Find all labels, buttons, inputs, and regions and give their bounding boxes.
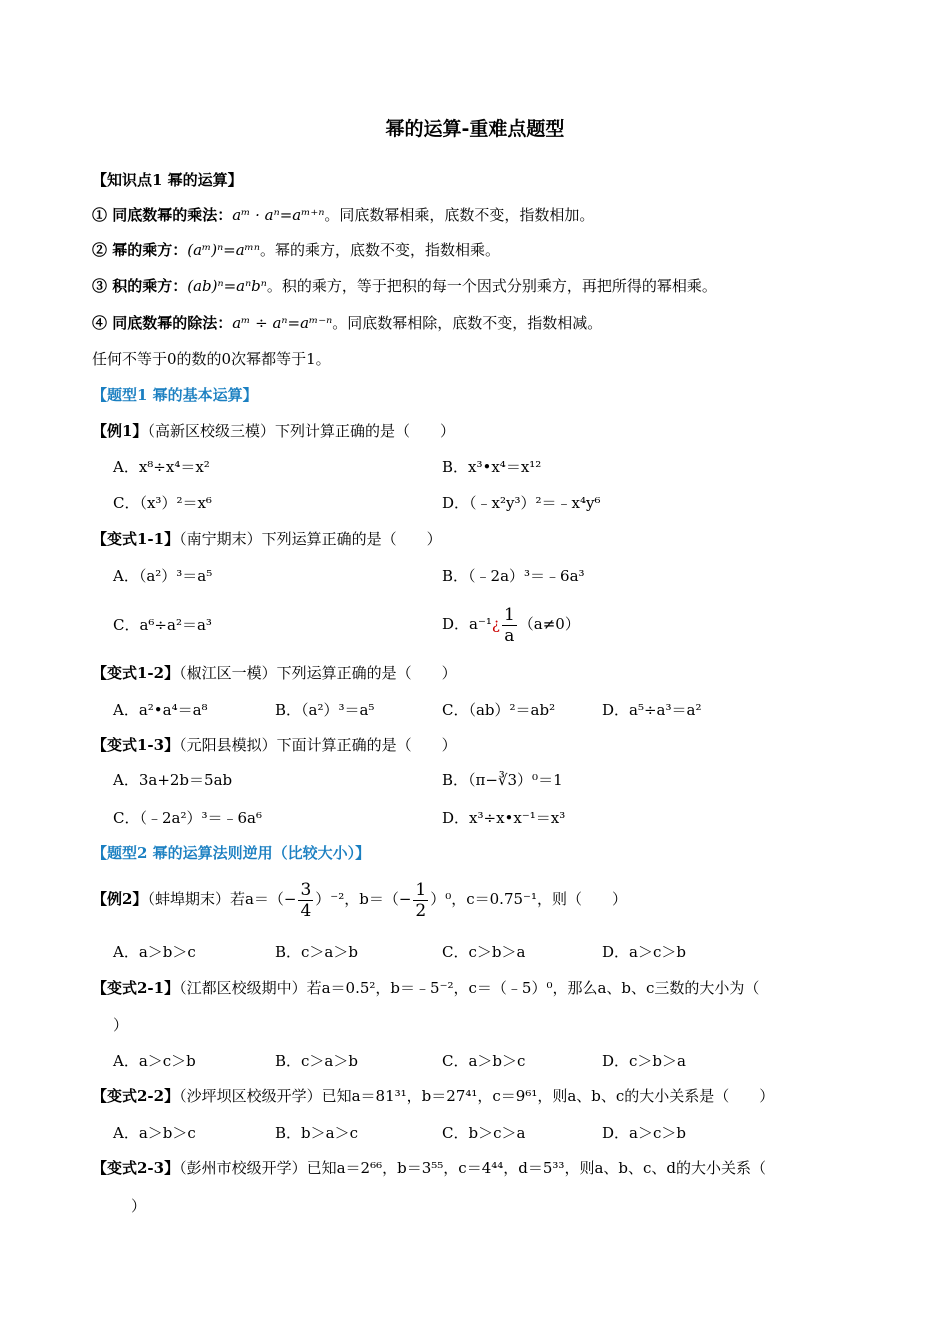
- question-tag: 【变式1-2】: [92, 664, 180, 682]
- question-text: （高新区校级三模）下列计算正确的是（ ）: [147, 422, 455, 440]
- question-tag: 【变式2-2】: [92, 1087, 180, 1105]
- question-text: （椒江区一模）下列运算正确的是（ ）: [179, 664, 457, 682]
- option-d: D．a＞c＞b: [602, 1124, 686, 1142]
- option-a: A．a＞b＞c: [113, 943, 196, 961]
- question-tag: 【变式2-3】: [92, 1159, 180, 1177]
- knowledge-item-1: [92, 205, 594, 225]
- fraction-numerator: 1: [503, 604, 515, 625]
- question-text: （南宁期末）下列运算正确的是（ ）: [179, 530, 442, 548]
- knowledge-item-3: [92, 276, 717, 296]
- knowledge-label: ② 幂的乘方：: [92, 241, 188, 259]
- question-tag: 【变式1-3】: [92, 736, 180, 754]
- variant-1-2-stem: [92, 663, 457, 683]
- option-d: D．a＞c＞b: [602, 943, 686, 961]
- variant-2-1-stem: [92, 978, 759, 998]
- section-heading-1: 【题型1 幂的基本运算】: [92, 386, 258, 404]
- variant-1-1-stem: [92, 529, 442, 549]
- option-a: A．a＞b＞c: [113, 1124, 196, 1142]
- option-c: C．（﹣2a²）³＝﹣6a⁶: [113, 809, 262, 827]
- knowledge-label: ④ 同底数幂的除法：: [92, 314, 233, 332]
- question-text-cont: ）: [131, 1197, 147, 1215]
- option-d: D．c＞b＞a: [602, 1052, 686, 1070]
- fraction-numerator: 3: [300, 879, 312, 900]
- option-a: A．a＞c＞b: [113, 1052, 196, 1070]
- option-b: B．c＞a＞b: [275, 943, 358, 961]
- option-b: B．x³•x⁴＝x¹²: [442, 458, 542, 476]
- question-text: ）⁰，c＝0.75⁻¹，则（ ）: [430, 890, 627, 908]
- fraction-numerator: 1: [415, 879, 427, 900]
- question-text: （彭州市校级开学）已知a＝2⁶⁶，b＝3⁵⁵，c＝4⁴⁴，d＝5³³，则a、b、c、d的大小关系（: [179, 1159, 766, 1177]
- variant-1-3-stem: [92, 735, 457, 755]
- question-text: （元阳县模拟）下面计算正确的是（ ）: [179, 736, 457, 754]
- knowledge-text: 。幂的乘方，底数不变，指数相乘。: [259, 241, 500, 259]
- knowledge-item-4: [92, 313, 602, 333]
- option-d: D．x³÷x•x⁻¹＝x³: [442, 809, 566, 827]
- knowledge-label: ① 同底数幂的乘法：: [92, 206, 233, 224]
- option-b: B．（﹣2a）³＝﹣6a³: [442, 567, 585, 585]
- knowledge-text: 。积的乘方，等于把积的每一个因式分别乘方，再把所得的幂相乘。: [266, 277, 717, 295]
- option-d: [442, 602, 580, 646]
- fraction: [298, 880, 313, 921]
- formula: aᵐ · aⁿ=aᵐ⁺ⁿ: [232, 206, 325, 224]
- question-tag: 【变式1-1】: [92, 530, 180, 548]
- knowledge-item-2: [92, 240, 500, 260]
- knowledge-heading: 【知识点1 幂的运算】: [92, 171, 243, 189]
- fraction: [502, 605, 517, 646]
- option-b: B．（π−∛3）⁰＝1: [442, 771, 563, 789]
- option-d: D．（﹣x²y³）²＝﹣x⁴y⁶: [442, 494, 601, 512]
- question-text-cont: ）: [113, 1016, 129, 1034]
- option-d: D．a⁵÷a³＝a²: [602, 701, 702, 719]
- fraction-denominator: 2: [415, 900, 427, 921]
- section-heading-2: 【题型2 幂的运算法则逆用（比较大小）】: [92, 844, 371, 862]
- question-text: （沙坪坝区校级开学）已知a＝81³¹，b＝27⁴¹，c＝9⁶¹，则a、b、c的大小关系是（ ）: [179, 1087, 775, 1105]
- option-b: B．c＞a＞b: [275, 1052, 358, 1070]
- option-c: C．a＞b＞c: [442, 1052, 526, 1070]
- question-text: ）⁻²，b＝（−: [315, 890, 412, 908]
- option-b: B．（a²）³＝a⁵: [275, 701, 375, 719]
- fraction-denominator: a: [504, 625, 515, 646]
- question-text: （江都区校级期中）若a＝0.5²，b＝﹣5⁻²，c＝（﹣5）⁰，那么a、b、c三数的大小为（: [179, 979, 760, 997]
- question-tag: 【变式2-1】: [92, 979, 180, 997]
- variant-2-3-stem: [92, 1158, 766, 1178]
- option-b: B．b＞a＞c: [275, 1124, 358, 1142]
- knowledge-label: ③ 积的乘方：: [92, 277, 188, 295]
- option-c: C．a⁶÷a²＝a³: [113, 616, 212, 634]
- fraction: [413, 880, 428, 921]
- question-tag: 【例1】: [92, 422, 148, 440]
- page-title: 幂的运算-重难点题型: [385, 118, 565, 140]
- unknown-glyph: ¿: [491, 615, 500, 633]
- variant-2-2-stem: [92, 1086, 774, 1106]
- knowledge-text: 。同底数幂相除，底数不变，指数相减。: [332, 314, 603, 332]
- option-a: A．3a+2b＝5ab: [113, 771, 233, 789]
- option-c: C．（x³）²＝x⁶: [113, 494, 212, 512]
- question-text: （蚌埠期末）若a＝（−: [147, 890, 297, 908]
- fraction-denominator: 4: [300, 900, 312, 921]
- example-2-stem: [92, 877, 627, 921]
- formula: (aᵐ)ⁿ=aᵐⁿ: [187, 241, 260, 259]
- option-a: A．a²•a⁴＝a⁸: [113, 701, 208, 719]
- formula: (ab)ⁿ=aⁿbⁿ: [187, 277, 267, 295]
- example-1-stem: [92, 421, 455, 441]
- knowledge-text: 。同底数幂相乘，底数不变，指数相加。: [324, 206, 595, 224]
- option-c: C．b＞c＞a: [442, 1124, 526, 1142]
- option-a: A．x⁸÷x⁴＝x²: [113, 458, 210, 476]
- option-d-suffix: （a≠0）: [518, 615, 580, 633]
- option-a: A．（a²）³＝a⁵: [113, 567, 213, 585]
- option-c: C．c＞b＞a: [442, 943, 526, 961]
- option-c: C．（ab）²＝ab²: [442, 701, 556, 719]
- knowledge-item-5: 任何不等于0的数的0次幂都等于1。: [92, 350, 331, 368]
- question-tag: 【例2】: [92, 890, 148, 908]
- option-d-prefix: D．a⁻¹: [442, 615, 492, 633]
- formula: aᵐ ÷ aⁿ=aᵐ⁻ⁿ: [232, 314, 333, 332]
